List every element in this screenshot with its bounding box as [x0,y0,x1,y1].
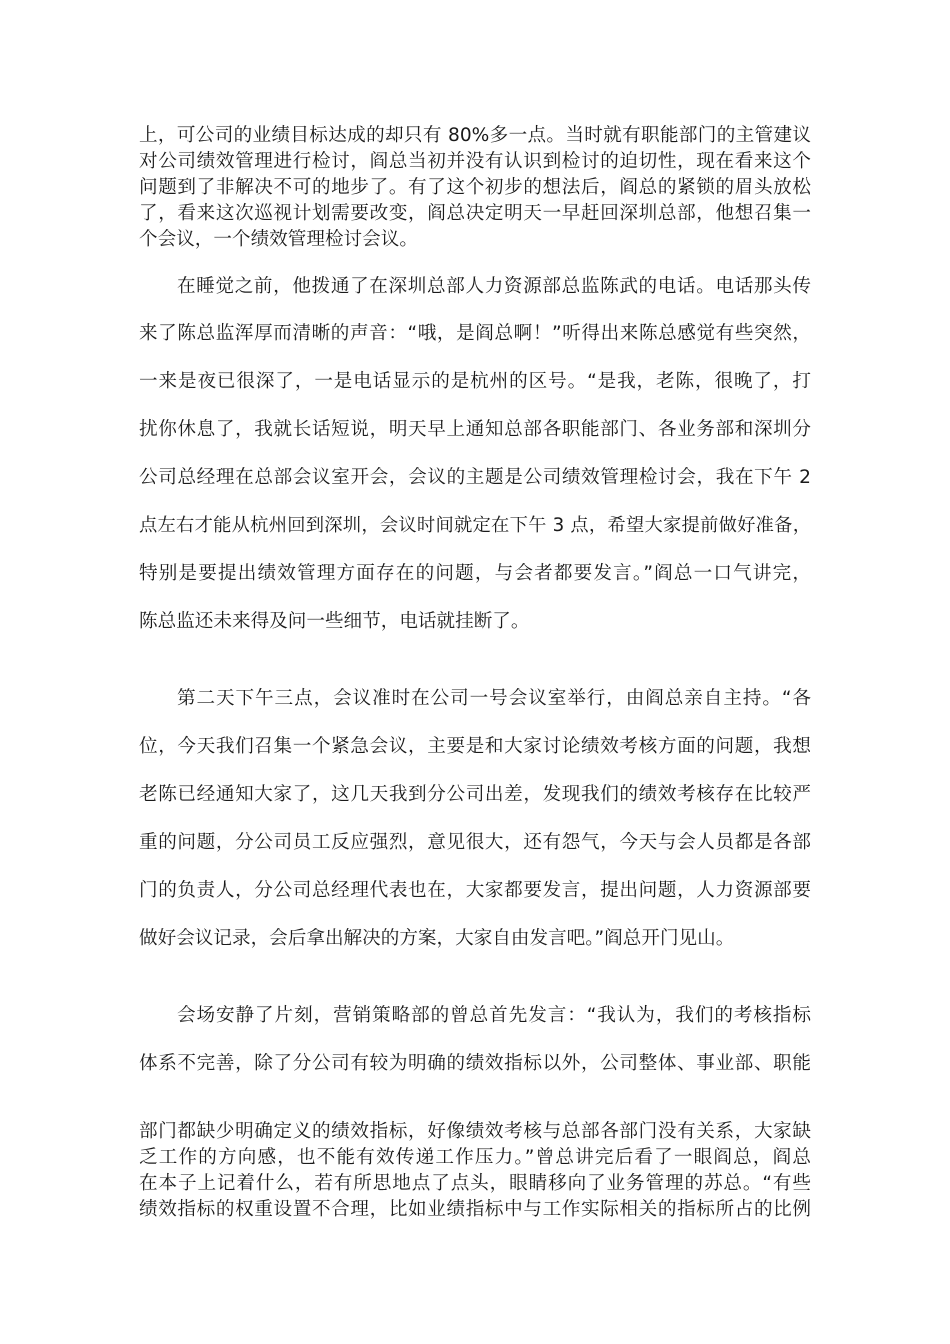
text-line: 问题到了非解决不可的地步了。有了这个初步的想法后，阎总的紧锁的眉头放松 [139,177,811,198]
text-line: 部门都缺少明确定义的绩效指标，好像绩效考核与总部各部门没有关系，大家缺 [139,1121,811,1142]
text-line: 做好会议记录，会后拿出解决的方案，大家自由发言吧。”阎总开门见山。 [139,928,735,949]
text-line: 在本子上记着什么，若有所思地点了点头，眼睛移向了业务管理的苏总。“有些 [139,1173,811,1194]
text-line: 位，今天我们召集一个紧急会议，主要是和大家讨论绩效考核方面的问题，我想 [139,736,811,757]
text-line: 老陈已经通知大家了，这几天我到分公司出差，发现我们的绩效考核存在比较严 [139,784,811,805]
text-line: 乏工作的方向感，也不能有效传递工作压力。”曾总讲完后看了一眼阎总，阎总 [139,1147,811,1168]
text-line: 个会议，一个绩效管理检讨会议。 [139,229,418,250]
text-line: 了，看来这次巡视计划需要改变，阎总决定明天一早赶回深圳总部，他想召集一 [139,203,811,224]
paragraph-first-line: 第二天下午三点，会议准时在公司一号会议室举行，由阎总亲自主持。“各 [177,688,811,709]
text-line: 点左右才能从杭州回到深圳，会议时间就定在下午 3 点，希望大家提前做好准备， [139,515,811,536]
text-line: 公司总经理在总部会议室开会，会议的主题是公司绩效管理检讨会，我在下午 2 [139,467,811,488]
text-line: 扰你休息了，我就长话短说，明天早上通知总部各职能部门、各业务部和深圳分 [139,419,811,440]
paragraph-first-line: 会场安静了片刻，营销策略部的曾总首先发言：“我认为，我们的考核指标 [177,1005,811,1026]
text-line: 特别是要提出绩效管理方面存在的问题，与会者都要发言。”阎总一口气讲完， [139,563,811,584]
text-line: 门的负责人，分公司总经理代表也在，大家都要发言，提出问题，人力资源部要 [139,880,811,901]
text-line: 重的问题，分公司员工反应强烈，意见很大，还有怨气，今天与会人员都是各部 [139,832,811,853]
text-line: 陈总监还未来得及问一些细节，电话就挂断了。 [139,611,530,632]
text-line: 对公司绩效管理进行检讨，阎总当初并没有认识到检讨的迫切性，现在看来这个 [139,151,811,172]
text-line: 绩效指标的权重设置不合理，比如业绩指标中与工作实际相关的指标所占的比例 [139,1199,811,1220]
text-line: 一来是夜已很深了，一是电话显示的是杭州的区号。“是我，老陈，很晚了，打 [139,371,811,392]
text-line: 上，可公司的业绩目标达成的却只有 80%多一点。当时就有职能部门的主管建议 [139,125,811,146]
paragraph-first-line: 在睡觉之前，他拨通了在深圳总部人力资源部总监陈武的电话。电话那头传 [177,276,811,297]
text-line: 体系不完善，除了分公司有较为明确的绩效指标以外，公司整体、事业部、职能 [139,1053,811,1074]
text-line: 来了陈总监浑厚而清晰的声音：“哦，是阎总啊！”听得出来陈总感觉有些突然， [139,323,811,344]
